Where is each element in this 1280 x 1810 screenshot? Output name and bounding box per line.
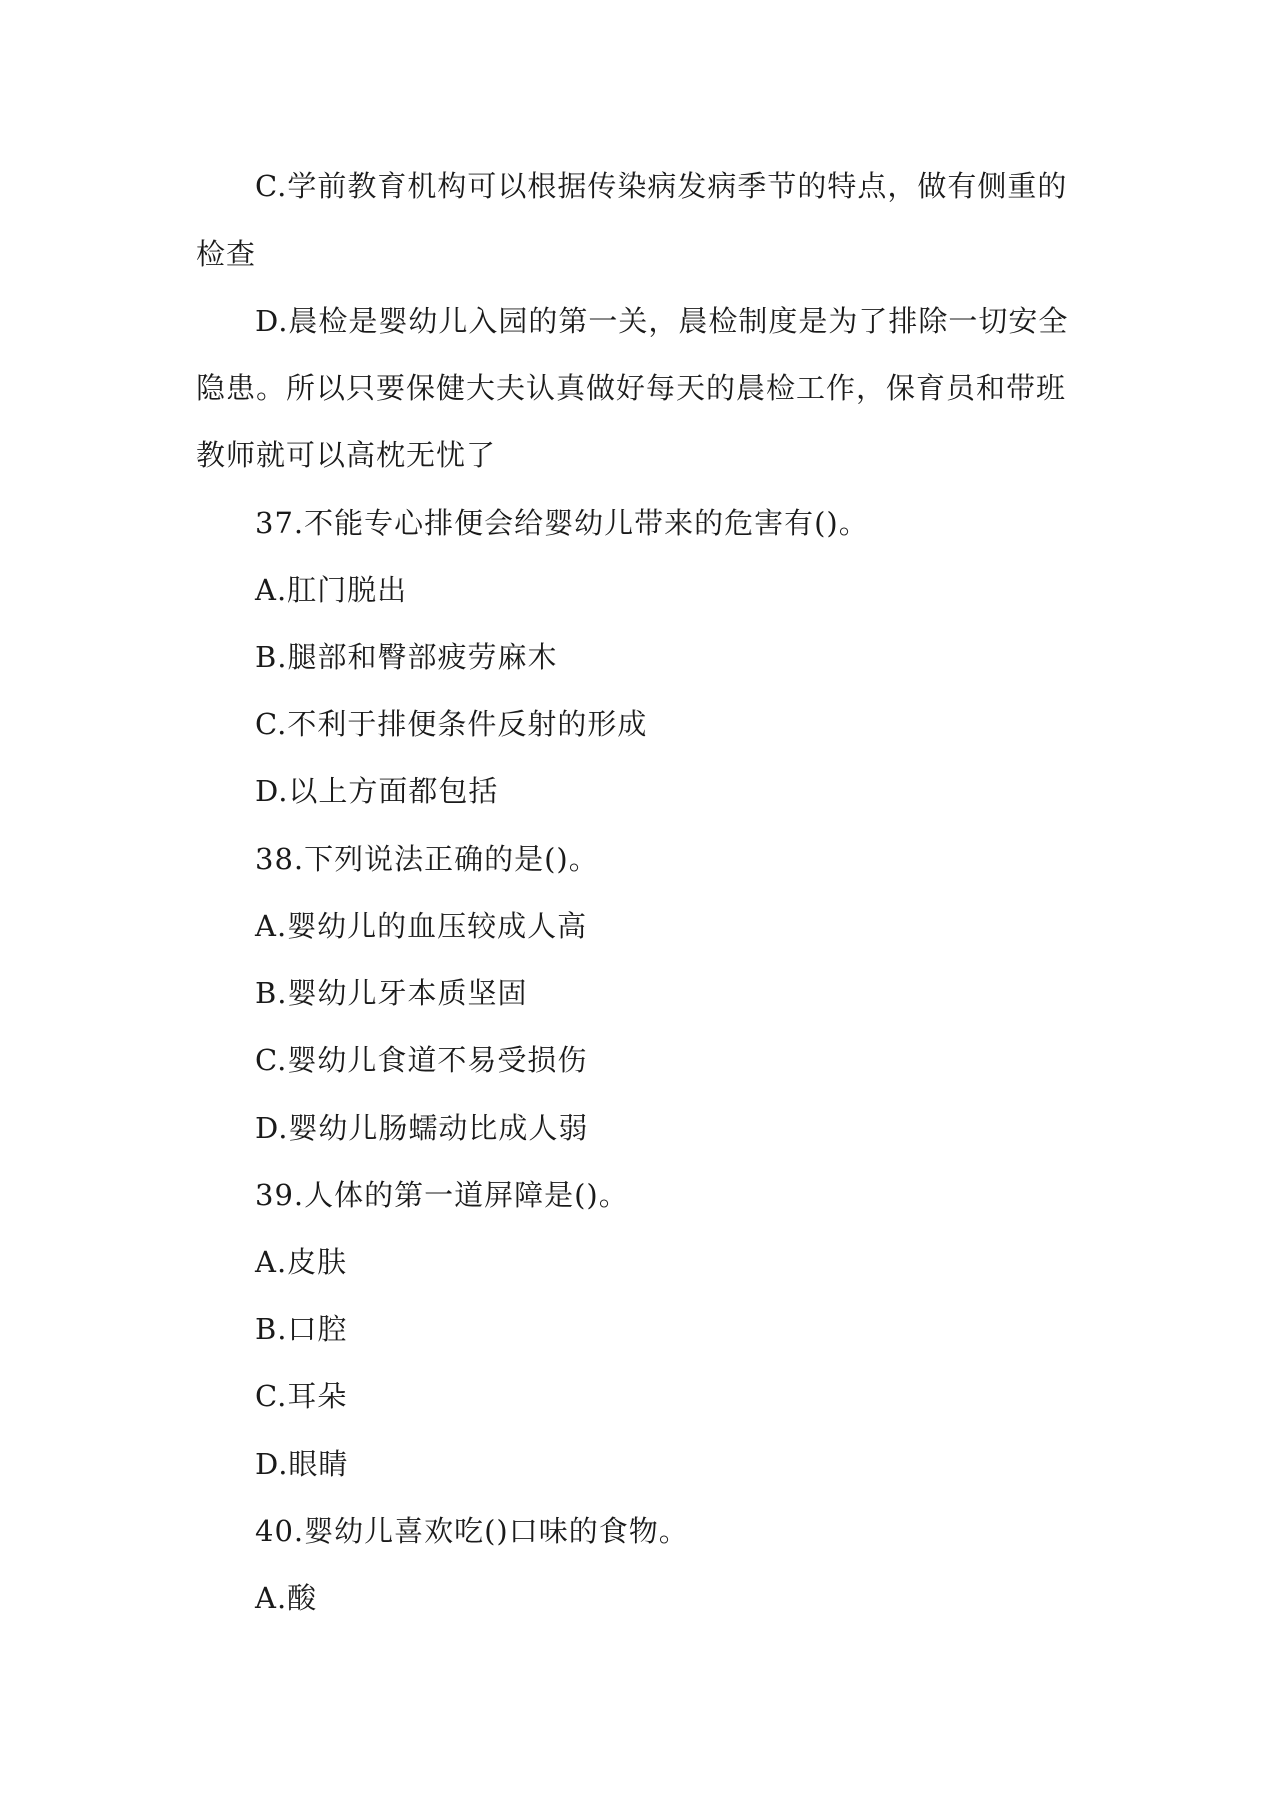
option-38c: C.婴幼儿食道不易受损伤 xyxy=(255,1043,588,1077)
option-36c-line-2: 检查 xyxy=(196,237,257,271)
question-37: 37.不能专心排便会给婴幼儿带来的危害有()。 xyxy=(255,506,869,540)
question-39: 39.人体的第一道屏障是()。 xyxy=(255,1178,629,1212)
question-38: 38.下列说法正确的是()。 xyxy=(255,842,599,876)
option-37d: D.以上方面都包括 xyxy=(255,774,499,808)
option-38a: A.婴幼儿的血压较成人高 xyxy=(255,909,588,943)
option-37b: B.腿部和臀部疲劳麻木 xyxy=(255,640,558,674)
option-39a: A.皮肤 xyxy=(255,1245,348,1279)
option-36d-line-3: 教师就可以高枕无忧了 xyxy=(196,438,497,472)
option-38d: D.婴幼儿肠蠕动比成人弱 xyxy=(255,1111,589,1145)
option-36d-line-2: 隐患。所以只要保健大夫认真做好每天的晨检工作，保育员和带班 xyxy=(196,371,1067,405)
option-40a: A.酸 xyxy=(255,1581,318,1615)
option-38b: B.婴幼儿牙本质坚固 xyxy=(255,976,528,1010)
option-39c: C.耳朵 xyxy=(255,1379,348,1413)
question-40: 40.婴幼儿喜欢吃()口味的食物。 xyxy=(255,1514,689,1548)
option-37a: A.肛门脱出 xyxy=(255,573,408,607)
option-39b: B.口腔 xyxy=(255,1312,348,1346)
option-37c: C.不利于排便条件反射的形成 xyxy=(255,707,648,741)
option-36c-line-1: C.学前教育机构可以根据传染病发病季节的特点，做有侧重的 xyxy=(255,169,1068,203)
option-39d: D.眼睛 xyxy=(255,1447,349,1481)
option-36d-line-1: D.晨检是婴幼儿入园的第一关，晨检制度是为了排除一切安全 xyxy=(255,304,1069,338)
